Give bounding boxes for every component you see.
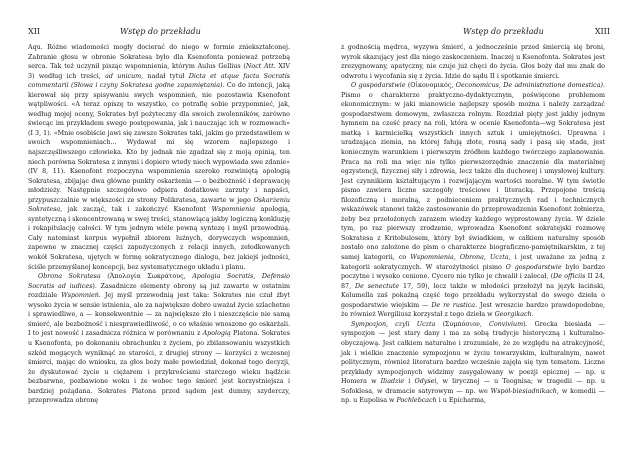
text-run: w lirycznej — u Teognisa; w tragedii — np. u Sofoklesa, w dramacie satyrowym — np. we bbox=[341, 378, 605, 395]
right-page bbox=[319, 0, 638, 451]
text-run: (Συμπόσιον, bbox=[435, 320, 489, 328]
italic-text-run: Noct Att. bbox=[245, 63, 276, 71]
italic-text-run: Iliadzie bbox=[380, 378, 405, 386]
italic-text-run: De officiis bbox=[553, 273, 586, 281]
text-run: Pismo o charakterze praktyczno-dydaktycznym, poświęcone problemom ekonomicznym: w jaki mianowicie najlepszy sposób można i należy zarządzać gospodarstwem domowym, zwłaszcza rolnym. Rozdział pięty jest jakby jednym hymnem na cześć pracy na roli, która w ocenie Ksenofonta—wg Sokratesa jest matką i karmicielką wszystkich innych sztuk i umiejętności. Uprawna i uradzająca ziemia, na której fałują złote, rosną sady i pasą się stada, jest koniecznym warunkiem i pierwszym źródłem każdego twórczego zaplanowania. Praca na roli ma więc nie tylko pierwszorzędnie znaczenie dla materialnej egzystencji, fizycznej siły i zdrowia, lecz także dla duchowej i umysłowej kultury. Jest czynnikiem kształtującym i rozwijającym wartości moralne. W tym świetle pismo zawiera liczne szczegóły treściowe i literacką. Przepojone treścią filozoficzną i moralną, z podnieceniem praktycznych rad i technicznych wskazówek stanowi także zastosowanie do przeprowadzenia Ksenofont żołnierza, żeby bez przełożonych zarazem wiedzy każdego wyprostowany życia. W dziele tym, po raz pierwszy zrodzenie, wprowadza Ksenofont sokratejski rozmowę Sokratesa z Kritobulosem, który był świadkiem, w całkiem naturalny sposób zostało ono założone do pism o charakterze biograficzno-pamiętnikarskim, z tej samej kategorii, co bbox=[341, 91, 605, 262]
text-run: i jest uważane za jedną z kategorii sokratycznych. W starożytności pismo bbox=[341, 254, 605, 271]
right-paragraph-1 bbox=[341, 43, 605, 81]
text-run: nadał tytuł bbox=[143, 72, 189, 80]
left-page-number: XII bbox=[28, 27, 41, 36]
italic-text-run: De re rustica. bbox=[431, 301, 478, 309]
italic-text-run: Sympozjon, czyli Uczta bbox=[351, 320, 436, 328]
italic-text-run: Apologią bbox=[202, 330, 231, 338]
text-run: jak zacząć, tak i zakończyć Ksenofont bbox=[62, 206, 212, 214]
right-paragraph-2 bbox=[341, 81, 605, 320]
italic-text-run: Oskarżeniu Sokratesa, bbox=[28, 196, 290, 214]
right-running-head: Wstęp do przekładu bbox=[463, 27, 544, 36]
right-page-number: XIII bbox=[594, 27, 610, 36]
italic-text-run: Pochlebcach bbox=[396, 397, 437, 405]
text-run: II 24, 87, bbox=[341, 273, 605, 290]
italic-text-run: O gospodarstwie bbox=[351, 82, 406, 90]
left-page-header bbox=[0, 26, 319, 38]
italic-text-run: Dicta et atque facta Socratis commentarii (Słowa i czyny Sokratesa godne zapamiętania). bbox=[28, 72, 290, 90]
italic-text-run: ad unicum, bbox=[105, 72, 144, 80]
italic-text-run: Wspomnienia, Obrona, Uczta, bbox=[410, 254, 511, 262]
left-paragraph-1 bbox=[28, 43, 290, 272]
italic-text-run: Convivium bbox=[489, 320, 524, 328]
text-run: i u Epicharma, bbox=[436, 397, 486, 405]
text-run: w komedii — np. u Eupolisa w bbox=[341, 387, 606, 405]
right-page-header bbox=[319, 26, 638, 38]
text-run: apologią, syntetyczną i skoncentrowaną w swej treści, stanowiącą jakby logiczną konkluzję i rekapitulację całości. W tym jednym wiele pewną syntezę i myśl przewodnią. Cały natomiast korpus wypełnił zbiorem luźnych, dorywczych wspomnień, zapewne w znacznej części zapożyczonych z relacji innych, zełodkowanych wokół Sokratesa, ujętych w formę sokratycznego dialogu, bez jakiejś jedności, ściśle przemyślanej koncepcji, bez systematycznego układu i planu. bbox=[28, 206, 290, 271]
italic-text-run: Apologia Socratis, Defensio Socratis ad iudices bbox=[28, 273, 290, 290]
italic-text-run: Współ-biesiadnikach, bbox=[490, 387, 559, 395]
text-run: 17, 59), lecz także w młodości przełożył na język łaciński, Kolumella zaś pokaźną część tego przekładu wykorzystał do swego dzieła o gospodarstwie wiejskim — bbox=[341, 282, 606, 309]
left-page-body bbox=[28, 43, 290, 406]
italic-text-run: Oeconomicus, De administratione domestica). bbox=[455, 82, 605, 90]
text-run: (Ἀπολογία Σωκράτους, bbox=[100, 273, 193, 281]
text-run: Co do intencji, jaką kierował się przy spisywaniu swych wspomnień, nie pozostawia Ksenofont wątpliwości. «A teraz opiszę to wszystko, co potrafię sobie przypomnieć, jak, według mojej oceny, Sokrates był pożyteczny dla swoich zwolenników, zarówno świecąc im przykładem swego postępowania, jak i nauczając ich w rozmowach» (I 3, 1). «Mnie osobiście jawi się zawsze Sokrates taki, jakim go przedstawiłem w swoich wspomnieniach... Wydawał mi się wzorem najlepszego i najszczęśliwszego człowieka. Kto by jednak nie zgadzał się z moją opinią, ten niech porówna Sokratesa z innymi i dopiero wtedy niech wypowiada swe zdanie» (IV 8, 11). Ksenofont rozpoczyna wspomnienia szeroko rozwiniętą apologią Sokratesa, zbijając dwa główne punkty oskarżenia — o bezbożność i deprawację młodzieży. Następnie szczegółowo odpiera dodatkowe zarzuty i napaści, przypuszczalnie w większości ze strony Polikratesa, zawarte w jego bbox=[28, 82, 290, 204]
italic-text-run: Georgikach. bbox=[494, 311, 534, 319]
italic-text-run: Wspomnień. bbox=[61, 292, 101, 300]
right-paragraph-3 bbox=[341, 320, 605, 406]
italic-text-run: De senectute bbox=[355, 282, 400, 290]
left-paragraph-2 bbox=[28, 272, 290, 406]
right-page-body bbox=[341, 43, 605, 406]
italic-text-run: Odysei, bbox=[414, 378, 439, 386]
text-run: Aqu. Różne wiadomości mogły docierać do niego w formie zniekształconej. Zabranie głosu w obronie Sokratesa było dla Ksenofonta ponieważ potrzebą serca. Tak też uczynił pisząc wspomnienia, którym Aulus Gellius ( bbox=[28, 44, 290, 71]
text-run: Jej myśl przewodnią jest taka: Sokrates nie czuł żbyt wysoko życia w sensie istnienia, ale za największe dobro uważał życie szlachetne i sprawiedliwe, a — konsekwentnie — za największe zło i nieszczęście nie samą śmierć, ale bezbożność i niesprawiedliwość, o co właśnie wnoszono go oskarżali. I to jest nowość i zasadnicza różnica w porównaniu z bbox=[28, 292, 290, 338]
text-run: ). Zasadnicze elementy obrony są już zawarte w ostatnim rozdziale bbox=[28, 282, 290, 300]
text-run: Jest wreszcie bardzo prawdopodobne, że również Wergiliusz korzystał z tego dzieła w bbox=[341, 301, 605, 319]
italic-text-run: O gospodarstwie bbox=[505, 263, 562, 271]
italic-text-run: Obrona Sokratesa bbox=[38, 273, 101, 281]
text-run: było bardzo poczytne i wysoko cenione. Cycero nie tylko je chwalił i zalecał, ( bbox=[341, 263, 605, 281]
text-run: XIV 3) według ich treści, bbox=[28, 63, 291, 80]
text-run: i bbox=[404, 378, 415, 386]
italic-text-run: Wspomnienia bbox=[211, 206, 256, 214]
text-run: Platona. Sokrates u Ksenofonta, po dokonaniu obrachunku z życiem, po zbilansowaniu wszystkich szkód mogących wyniknąć ze starości, z drugiej strony — korzyści z wczesnej śmierci, mając do wniosku, za głos boży małe powiedział, dokonał tego decyzji, że dyskutować życie u ciężarem i przykrościami starczego wieku bądźcie bezbarwne, pozbawione woku i że wobec tego śmierć jest korzystniejsza i bardziej pożądana. Sokrates Platona przed sądem jest dumny, szyderczy, przeprowadza obronę bbox=[28, 330, 291, 405]
text-run: z godnością mędrca, wyzywa śmierć, a jednocześnie przed śmiercią się broni, wyrok skazujący jest dla niego zaskoczeniem. Inaczej u Ksenofonta. Sokrates jest zrezygnowany, apatyczny, nie czuje już chęci do życia. Głos boży dał mu znak do odwrotu i wycofania się z życia. Idzie do sądu II i spotkanie śmierci. bbox=[341, 44, 605, 80]
left-running-head: Wstęp do przekładu bbox=[120, 27, 201, 36]
text-run: (Οἰκονομικός, bbox=[405, 82, 456, 90]
text-run: ). Grecka biesiada — sympozjon — jest stary dany i ma za sobą tradycje historyczną i kulturalno-obyczajową. Jest całkiem naturalne i zrozumiałe, że ze względu na atrakcyjność, jak i wielkie znaczenie sympozjonu w życiu towarzyskim, kulturalnym, nawet politycznym, również literatura bardzo wcześnie zajęła się tym tematem. Liczne przykłady sympozjonych widzimy zasygalowany w poezji epicznej — np. u Homera w bbox=[341, 320, 605, 386]
